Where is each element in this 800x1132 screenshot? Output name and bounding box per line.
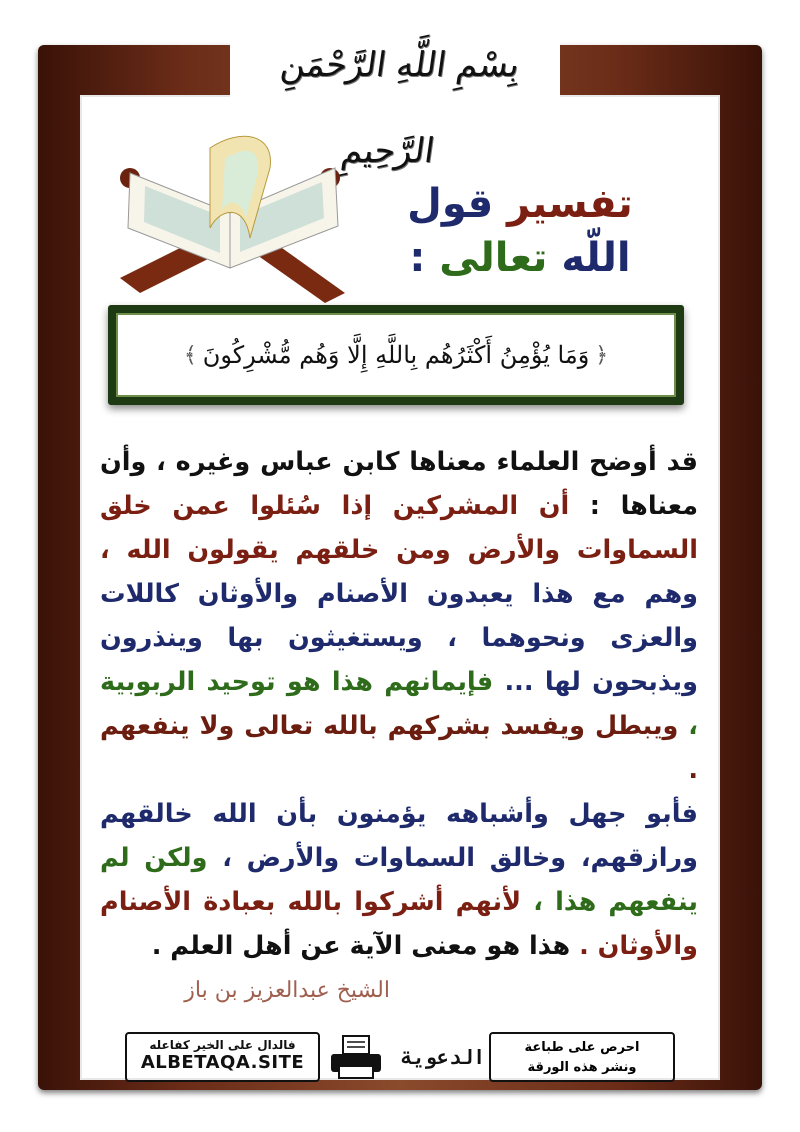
heading-word-qawl: قول	[407, 181, 494, 227]
body-segment-4: فإيمانهم هذا هو توحيد الربوبية ،	[100, 667, 698, 741]
heading-word-tafsir: تفسير	[507, 181, 633, 227]
signature: الشيخ عبدالعزيز بن باز	[184, 978, 390, 1003]
verse-close-bracket: ﴾	[183, 342, 197, 368]
body-segment-8: لأنهم أشركوا بالله بعبادة الأصنام والأوثان .	[100, 887, 698, 961]
basmala-calligraphy: بِسْمِ اللَّهِ الرَّحْمَنِ الرَّحِيمِ	[277, 45, 523, 171]
quran-on-stand-icon	[100, 118, 360, 308]
body-segment-5: ويبطل ويفسد بشركهم بالله تعالى ولا ينفعهم .	[100, 711, 698, 785]
body-segment-1: قد أوضح العلماء معناها كابن عباس وغيره ، وأن معناها :	[100, 447, 698, 521]
verse-text: وَمَا يُؤْمِنُ أَكْثَرُهُم بِاللَّهِ إِلَّا وَهُم مُّشْرِكُونَ	[202, 341, 590, 369]
footer-site-box	[125, 1032, 320, 1082]
body-segment-9: هذا هو معنى الآية عن أهل العلم .	[151, 931, 571, 961]
body-segment-7: ولكن لم ينفعهم هذا ،	[100, 843, 698, 917]
body-segment-6: فأبو جهل وأشباهه يؤمنون بأن الله خالقهم ورازقهم، وخالق السماوات والأرض ،	[100, 799, 698, 873]
footer-print-note	[489, 1032, 675, 1082]
heading-colon: :	[409, 235, 426, 281]
page-heading	[400, 180, 640, 282]
tafsir-body	[100, 440, 698, 968]
footer	[125, 1032, 675, 1086]
body-segment-3: وهم مع هذا يعبدون الأصنام والأوثان كاللات والعزى ونحوهما ، ويستغيثون بها وينذرون ويذبحون لها ...	[100, 579, 698, 697]
verse-box	[108, 305, 684, 405]
footer-note-line-2: ونشر هذه الورقة	[527, 1060, 637, 1075]
footer-logo: الدعوية	[400, 1045, 486, 1069]
heading-word-allah: اللّه	[561, 235, 631, 281]
body-paragraph-2	[100, 792, 698, 968]
verse-inner	[116, 313, 676, 397]
footer-hadith: فالدال على الخير كفاعله	[149, 1038, 296, 1052]
heading-word-taala: تعالى	[439, 235, 548, 281]
verse-open-bracket: ﴿	[595, 342, 609, 368]
body-paragraph-1	[100, 440, 698, 792]
body-segment-2: أن المشركين إذا سُئلوا عمن خلق السماوات والأرض ومن خلقهم يقولون الله ،	[100, 491, 698, 565]
footer-note-line-1: احرص على طباعة	[524, 1040, 640, 1055]
printer-icon	[327, 1034, 385, 1080]
footer-site-link[interactable]: ALBETAQA.SITE	[140, 1052, 305, 1073]
